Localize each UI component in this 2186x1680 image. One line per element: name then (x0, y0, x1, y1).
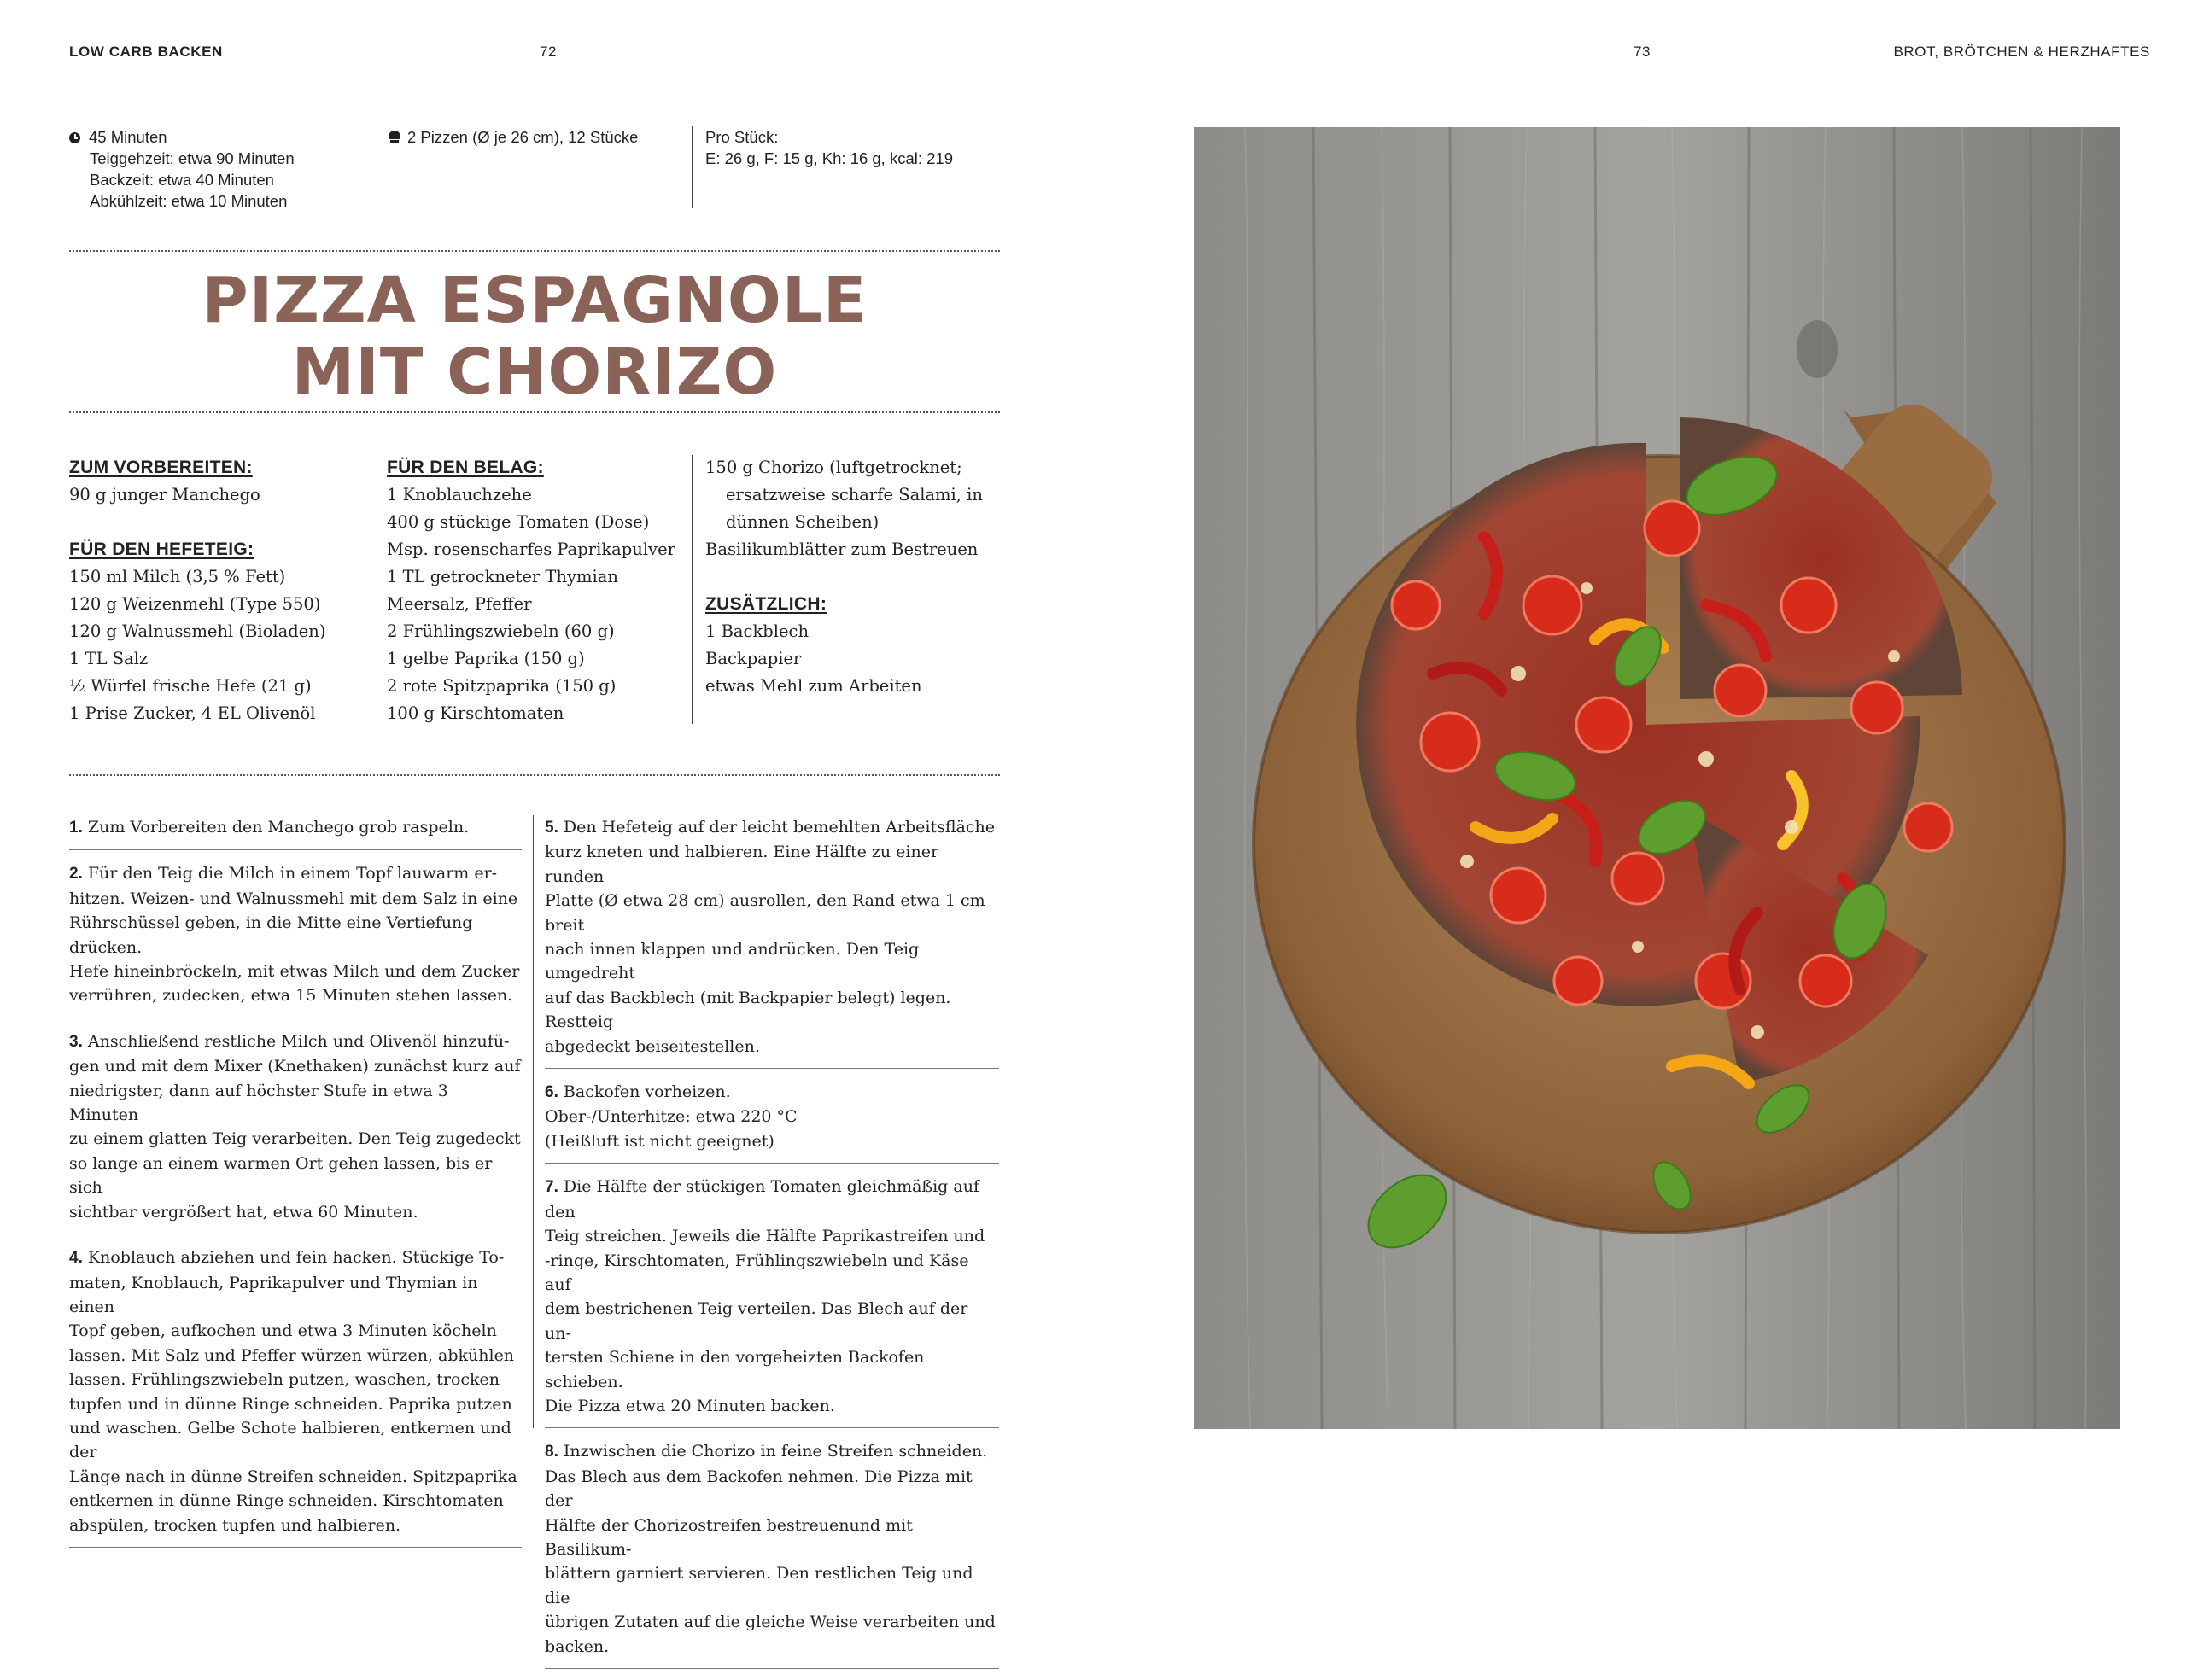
step-line (69, 1054, 522, 1078)
title-line: MIT CHORIZO (291, 335, 778, 409)
ingredient-heading: FÜR DEN HEFETEIG: (69, 540, 254, 559)
step-text: sichtbar vergrößert hat, etwa 60 Minuten. (69, 1202, 418, 1222)
ingredient-item: 120 g Walnussmehl (Bioladen) (69, 621, 326, 641)
yield-info (389, 126, 670, 148)
step-text: Die Pizza etwa 20 Minuten backen. (545, 1396, 835, 1415)
step-number: 7. (545, 1178, 558, 1197)
ingredients-column (69, 454, 377, 727)
step-number: 8. (545, 1443, 558, 1461)
dotted-divider (69, 411, 1000, 413)
step-line (545, 937, 999, 986)
step-line (545, 1105, 999, 1129)
ingredient-item: 1 Knoblauchzehe (387, 485, 532, 505)
nutrition-info (705, 126, 987, 169)
step-line (545, 986, 999, 1035)
step-text: gen und mit dem Mixer (Knethaken) zunächst kurz auf (69, 1057, 521, 1076)
step-text: -ringe, Kirschtomaten, Frühlingszwiebeln und Käse auf (545, 1251, 969, 1294)
step-number: 3. (69, 1032, 83, 1051)
recipe-step (69, 1030, 522, 1234)
step-line (545, 815, 999, 840)
step-text: so lange an einem warmen Ort gehen lassen, bis er sich (69, 1153, 493, 1198)
time-detail: Teiggehzeit: etwa 90 Minuten (90, 149, 295, 167)
ingredient-item: 150 g Chorizo (luftgetrocknet; (705, 458, 962, 477)
step-line (69, 1319, 522, 1343)
time-info (69, 126, 368, 212)
step-text: Backofen vorheizen. (563, 1082, 731, 1102)
ingredient-item: 1 gelbe Paprika (150 g) (387, 649, 585, 668)
step-line (69, 861, 522, 886)
ingredients-column (387, 454, 677, 727)
chapter-title: BROT, BRÖTCHEN & HERZHAFTES (1893, 44, 2150, 60)
step-text: Zum Vorbereiten den Manchego grob raspeln. (87, 818, 470, 837)
chef-hat-icon (389, 131, 400, 144)
book-title: LOW CARB BACKEN (69, 44, 223, 60)
recipe-step (545, 1439, 999, 1669)
step-line (545, 1439, 999, 1464)
step-text: Platte (Ø etwa 28 cm) ausrollen, den Rand etwa 1 cm breit (545, 891, 985, 935)
nutrition-values: E: 26 g, F: 15 g, Kh: 16 g, kcal: 219 (705, 149, 954, 167)
ingredient-item: 100 g Kirschtomaten (387, 703, 564, 723)
clock-icon (69, 132, 80, 143)
step-line (69, 1127, 522, 1151)
step-line (69, 960, 522, 983)
step-text: und waschen. Gelbe Schote halbieren, entkernen und der (69, 1418, 511, 1462)
step-text: Den Hefeteig auf der leicht bemehlten Arbeitsfläche (563, 818, 995, 837)
ingredient-item: 120 g Weizenmehl (Type 550) (69, 594, 321, 614)
ingredient-item: Backpapier (705, 649, 802, 668)
step-text: (Heißluft ist nicht geeignet) (545, 1131, 774, 1151)
step-text: dem bestrichenen Teig verteilen. Das Blech auf der un- (545, 1299, 968, 1343)
step-line (545, 1345, 999, 1394)
time-detail: Abkühlzeit: etwa 10 Minuten (90, 192, 288, 210)
step-text: Teig streichen. Jeweils die Hälfte Paprikastreifen und (545, 1227, 985, 1246)
step-number: 1. (69, 819, 83, 837)
yield-text: 2 Pizzen (Ø je 26 cm), 12 Stücke (407, 128, 639, 146)
step-text: Das Blech aus dem Backofen nehmen. Die Pizza mit der (545, 1467, 973, 1511)
step-text: Knoblauch abziehen und fein hacken. Stückige To- (87, 1248, 505, 1268)
step-line (545, 1610, 999, 1634)
step-text: Für den Teig die Milch in einem Topf lauwarm er- (87, 864, 498, 884)
step-line (69, 983, 522, 1007)
recipe-title (69, 265, 1000, 408)
ingredient-item: Msp. rosenscharfes Paprikapulver (387, 540, 675, 559)
recipe-step (545, 815, 999, 1069)
steps-column-right (545, 815, 999, 1680)
ingredient-item: Basilikumblätter zum Bestreuen (705, 540, 979, 559)
total-time: 45 Minuten (89, 128, 167, 146)
step-number: 5. (545, 819, 558, 837)
step-text: Hefe hineinbröckeln, mit etwas Milch und dem Zucker (69, 962, 520, 982)
step-text: tersten Schiene in den vorgeheizten Backofen schieben. (545, 1348, 925, 1391)
step-text: nach innen klappen und andrücken. Den Teig umgedreht (545, 940, 920, 983)
nutrition-label: Pro Stück: (705, 128, 779, 146)
step-text: blättern garniert servieren. Den restlichen Teig und die (545, 1564, 973, 1607)
time-detail: Backzeit: etwa 40 Minuten (90, 171, 274, 189)
step-line (69, 911, 522, 960)
step-line (545, 1394, 999, 1418)
step-number: 6. (545, 1083, 558, 1102)
ingredient-heading: FÜR DEN BELAG: (387, 458, 544, 477)
ingredient-item: etwas Mehl zum Arbeiten (705, 676, 922, 696)
ingredient-item: dünnen Scheiben) (726, 512, 880, 532)
ingredient-item: 90 g junger Manchego (69, 485, 260, 505)
step-line (69, 1245, 522, 1270)
step-line (545, 1465, 999, 1514)
step-line (69, 1489, 522, 1513)
ingredient-item: 400 g stückige Tomaten (Dose) (387, 512, 650, 532)
step-line (69, 1392, 522, 1416)
step-line (69, 887, 522, 911)
step-line (69, 1344, 522, 1368)
step-line (69, 1416, 522, 1465)
step-text: tupfen und in dünne Ringe schneiden. Paprika putzen (69, 1394, 512, 1414)
meta-divider (692, 126, 693, 208)
step-line (545, 1561, 999, 1610)
ingredient-heading: ZUM VORBEREITEN: (69, 458, 253, 477)
step-text: abspülen, trocken tupfen und halbieren. (69, 1515, 401, 1535)
step-line (545, 1249, 999, 1298)
ingredient-item: 1 Backblech (705, 621, 810, 641)
step-line (545, 840, 999, 889)
pizza-photo (1194, 127, 2120, 1429)
step-text: maten, Knoblauch, Paprikapulver und Thymian in einen (69, 1273, 478, 1316)
step-line (545, 1297, 999, 1345)
step-line (69, 1200, 522, 1224)
step-line (545, 1175, 999, 1224)
step-text: Ober-/Unterhitze: etwa 220 °C (545, 1107, 798, 1127)
dotted-divider (69, 250, 1000, 252)
step-line (545, 1129, 999, 1153)
ingredient-item: ½ Würfel frische Hefe (21 g) (69, 676, 312, 696)
dotted-divider (69, 774, 1000, 776)
step-text: entkernen in dünne Ringe schneiden. Kirschtomaten (69, 1491, 504, 1511)
step-text: Die Hälfte der stückigen Tomaten gleichmäßig auf den (545, 1177, 979, 1222)
title-line: PIZZA ESPAGNOLE (202, 264, 868, 337)
ingredient-item: 1 TL Salz (69, 649, 149, 668)
step-text: Inzwischen die Chorizo in feine Streifen schneiden. (563, 1442, 988, 1461)
ingredient-item: Meersalz, Pfeffer (387, 594, 532, 614)
column-divider (692, 455, 693, 724)
step-text: lassen. Mit Salz und Pfeffer würzen würzen, abkühlen (69, 1345, 515, 1365)
step-line (545, 1224, 999, 1248)
step-line (545, 889, 999, 937)
recipe-step (545, 1080, 999, 1164)
recipe-step (69, 815, 522, 850)
step-line (69, 1271, 522, 1320)
step-text: hitzen. Weizen- und Walnussmehl mit dem Salz in eine (69, 889, 518, 908)
step-line (69, 1079, 522, 1128)
step-line (69, 1368, 522, 1391)
recipe-step (69, 1245, 522, 1548)
ingredient-item: 2 rote Spitzpaprika (150 g) (387, 676, 617, 696)
step-number: 2. (69, 865, 83, 884)
ingredient-heading: ZUSÄTZLICH: (705, 594, 827, 614)
ingredient-item: 1 TL getrockneter Thymian (387, 567, 618, 586)
column-divider (533, 815, 534, 1428)
steps-column-left (69, 815, 522, 1559)
page-number-right: 73 (1634, 44, 1651, 60)
ingredient-item: 150 ml Milch (3,5 % Fett) (69, 567, 286, 586)
step-text: übrigen Zutaten auf die gleiche Weise verarbeiten und (545, 1613, 996, 1632)
step-text: niedrigster, dann auf höchster Stufe in etwa 3 Minuten (69, 1081, 448, 1125)
recipe-step (69, 861, 522, 1018)
step-text: Rührschüssel geben, in die Mitte eine Vertiefung drücken. (69, 913, 473, 957)
recipe-step (545, 1175, 999, 1428)
ingredient-item: 2 Frühlingszwiebeln (60 g) (387, 621, 615, 641)
step-line (69, 1030, 522, 1054)
step-text: verrühren, zudecken, etwa 15 Minuten stehen lassen. (69, 986, 513, 1006)
step-text: zu einem glatten Teig verarbeiten. Den Teig zugedeckt (69, 1129, 521, 1149)
step-text: Länge nach in dünne Streifen schneiden. Spitzpaprika (69, 1467, 517, 1486)
ingredient-item: 1 Prise Zucker, 4 EL Olivenöl (69, 703, 316, 723)
page-number-left: 72 (540, 44, 558, 60)
step-text: abgedeckt beiseitestellen. (545, 1036, 760, 1056)
step-text: Anschließend restliche Milch und Olivenöl hinzufü- (87, 1031, 510, 1051)
step-line (545, 1514, 999, 1562)
ingredient-item: ersatzweise scharfe Salami, in (726, 485, 983, 505)
step-text: Hälfte der Chorizostreifen bestreuenund mit Basilikum- (545, 1515, 913, 1559)
step-line (69, 815, 522, 840)
step-text: kurz kneten und halbieren. Eine Hälfte zu einer runden (545, 843, 939, 886)
step-line (69, 1152, 522, 1200)
step-line (545, 1635, 999, 1659)
step-number: 4. (69, 1249, 83, 1268)
step-text: Topf geben, aufkochen und etwa 3 Minuten köcheln (69, 1321, 497, 1341)
step-line (69, 1465, 522, 1489)
step-text: backen. (545, 1636, 610, 1656)
step-text: auf das Backblech (mit Backpapier belegt) legen. Restteig (545, 988, 951, 1032)
step-line (545, 1080, 999, 1105)
step-line (69, 1514, 522, 1537)
ingredients-column (705, 454, 1004, 700)
step-text: lassen. Frühlingszwiebeln putzen, waschen, trocken (69, 1370, 500, 1390)
step-line (545, 1035, 999, 1059)
